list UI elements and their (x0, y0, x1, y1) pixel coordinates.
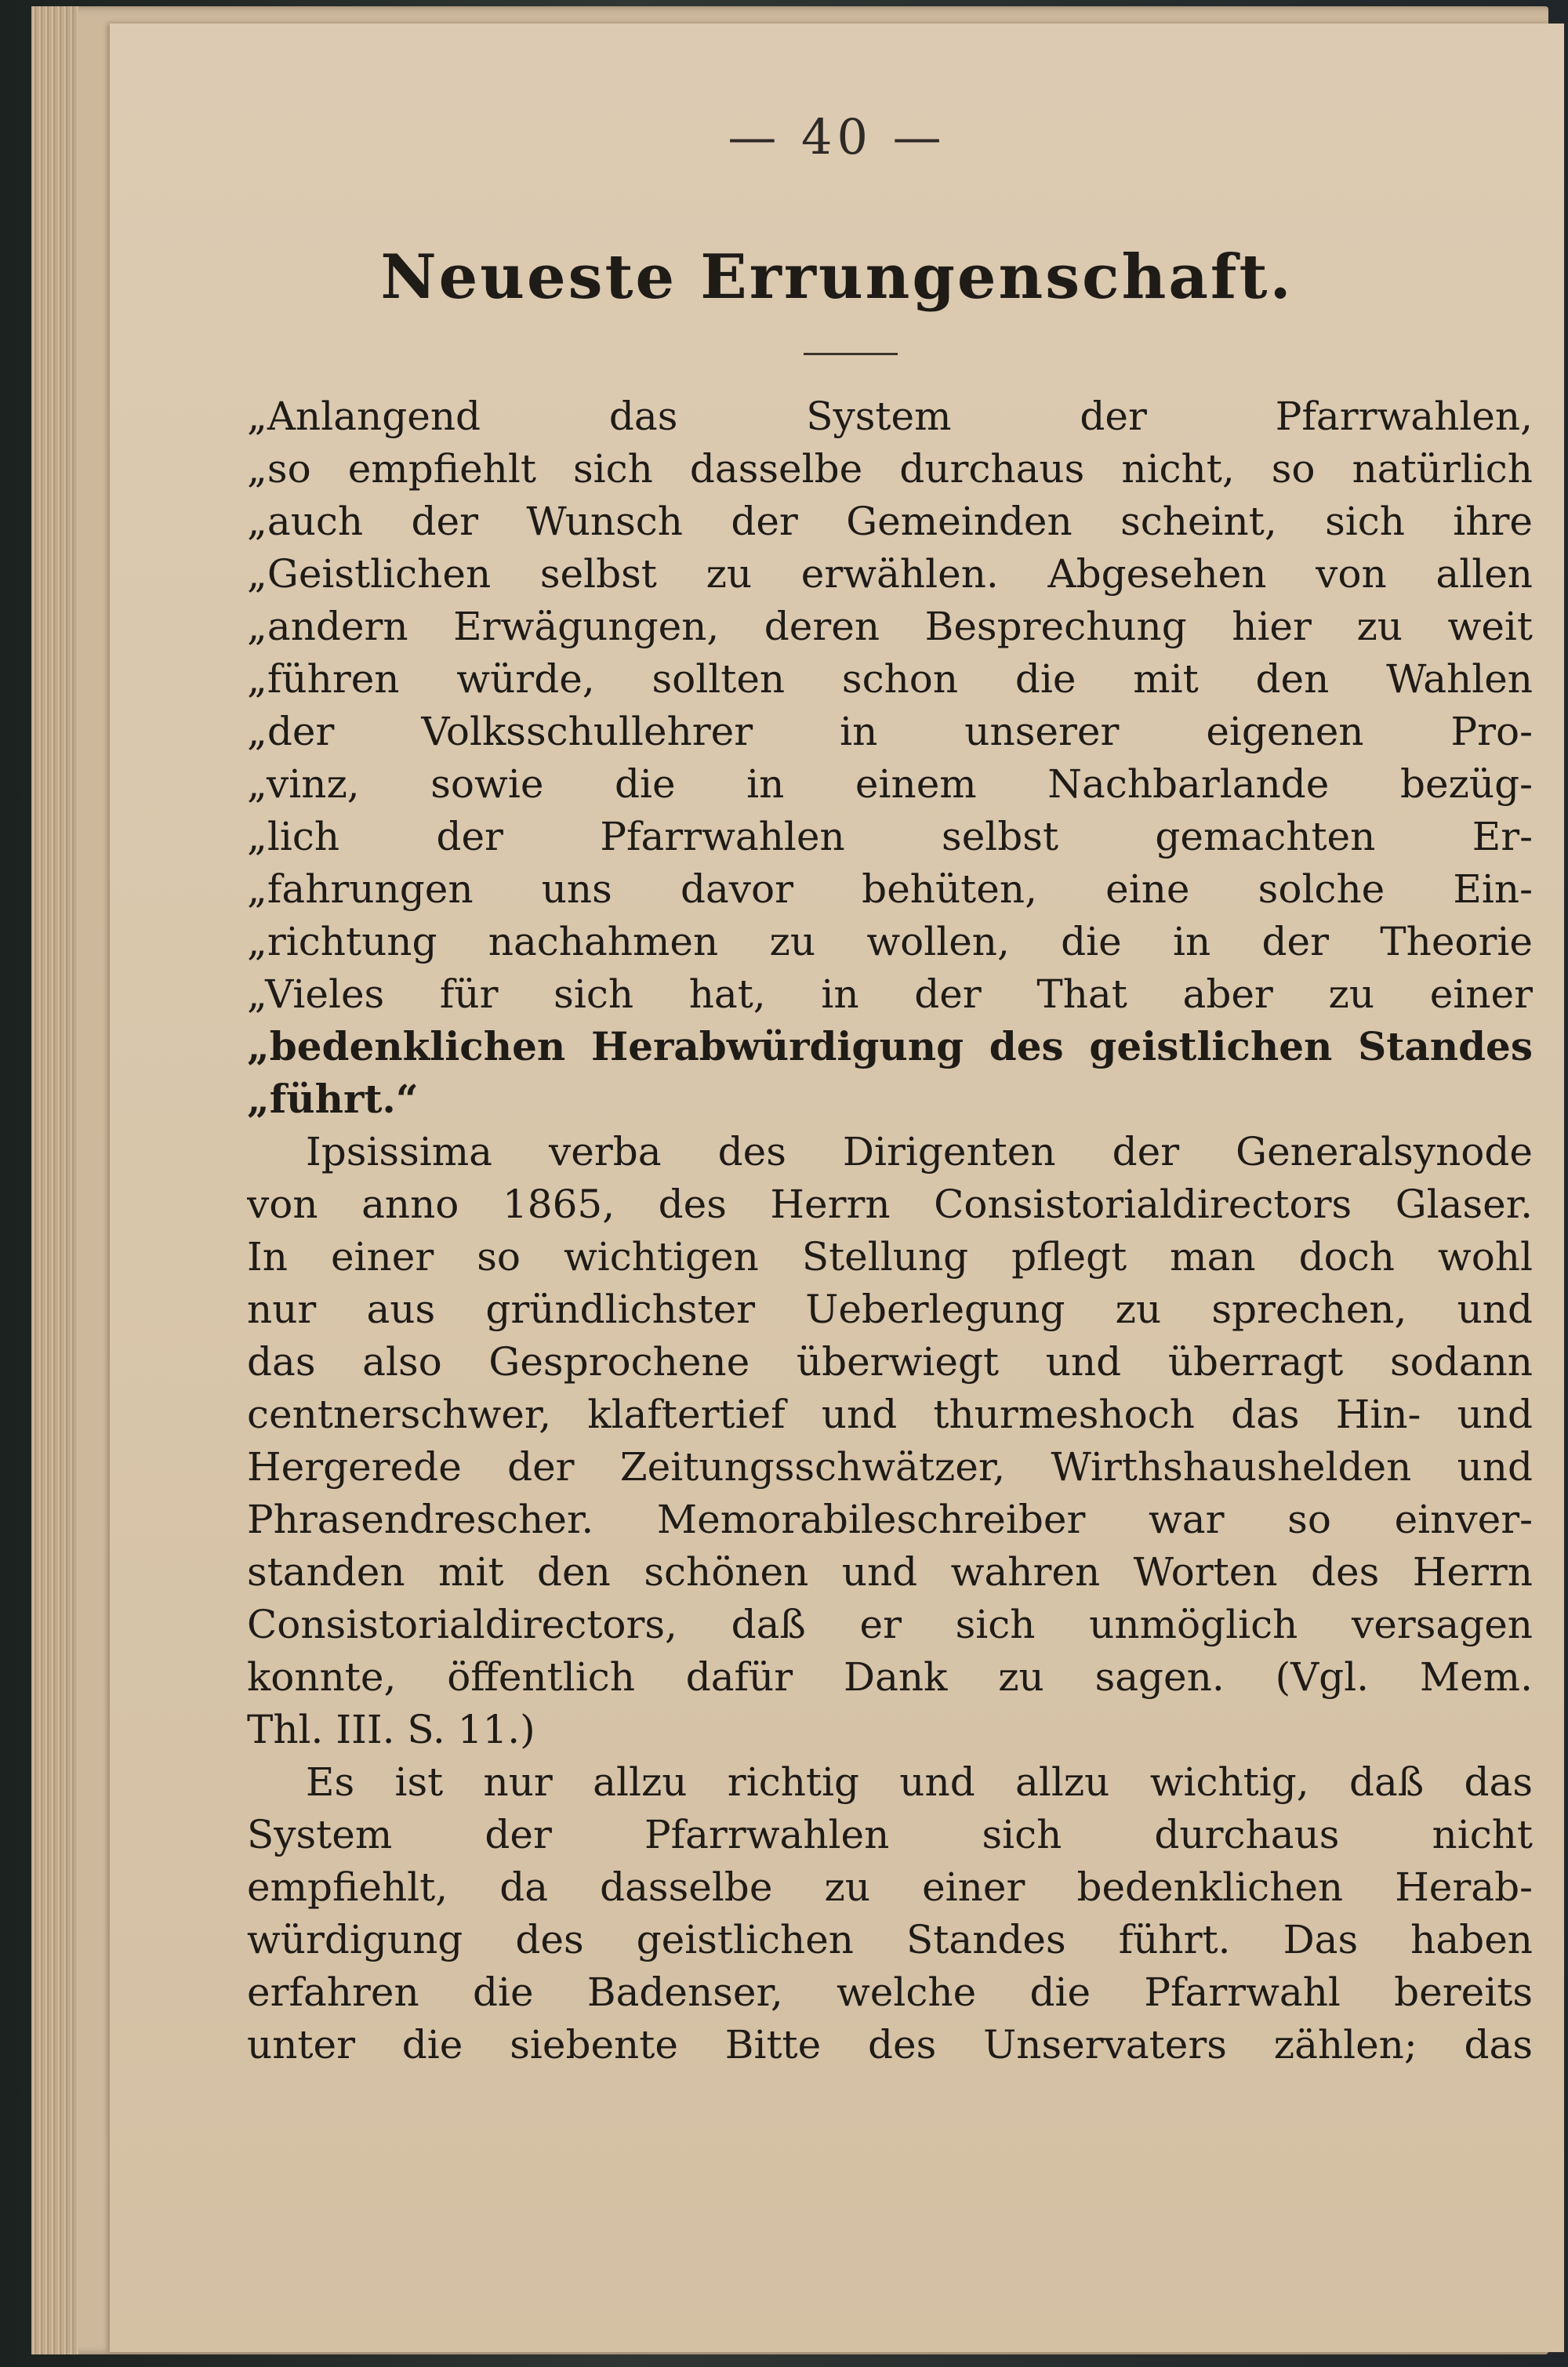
text-line: Phrasendrescher. Memorabileschreiber war so einver- (247, 1497, 1533, 1542)
text-line: erfahren die Badenser, welche die Pfarrwahl bereits (247, 1969, 1533, 2015)
text-line: Thl. III. S. 11.) (247, 1707, 535, 1752)
text-line: „der Volksschullehrer in unserer eigenen Pro- (247, 709, 1533, 754)
text-line: unter die siebente Bitte des Unservaters zählen; das (247, 2022, 1533, 2067)
text-line: „auch der Wunsch der Gemeinden scheint, sich ihre (247, 499, 1533, 544)
text-line: „führt.“ (247, 1076, 419, 1122)
text-line: Hergerede der Zeitungsschwätzer, Wirthshaushelden und (247, 1444, 1533, 1490)
title-rule (804, 353, 898, 355)
text-line: „so empfiehlt sich dasselbe durchaus nicht, so natürlich (247, 446, 1533, 492)
text-line: „fahrungen uns davor behüten, eine solche Ein- (247, 866, 1533, 912)
text-line: „Anlangend das System der Pfarrwahlen, (247, 394, 1533, 439)
text-line: System der Pfarrwahlen sich durchaus nicht (247, 1812, 1533, 1857)
text-line: standen mit den schönen und wahren Worten des Herrn (247, 1549, 1533, 1595)
text-line: centnerschwer, klaftertief und thurmeshoch das Hin- und (247, 1392, 1533, 1437)
text-line: „Vieles für sich hat, in der That aber zu einer (247, 971, 1533, 1017)
text-line: „richtung nachahmen zu wollen, die in der Theorie (247, 919, 1533, 964)
text-line: „Geistlichen selbst zu erwählen. Abgesehen von allen (247, 551, 1533, 597)
text-line: empfiehlt, da dasselbe zu einer bedenklichen Herab- (247, 1864, 1533, 1910)
text-line: „bedenklichen Herabwürdigung des geistlichen Standes (247, 1023, 1533, 1069)
text-line: „führen würde, sollten schon die mit den Wahlen (247, 656, 1533, 702)
page-stack (31, 6, 1548, 2354)
text-line: In einer so wichtigen Stellung pflegt man doch wohl (247, 1234, 1533, 1280)
text-line: von anno 1865, des Herrn Consistorialdirectors Glaser. (247, 1182, 1533, 1227)
text-line: „vinz, sowie die in einem Nachbarlande bezüg- (247, 761, 1533, 807)
book-page (110, 24, 1564, 2352)
text-line: Ipsissima verba des Dirigenten der Generalsynode (306, 1129, 1533, 1174)
text-line: würdigung des geistlichen Standes führt. Das haben (247, 1917, 1533, 1962)
text-line: das also Gesprochene überwiegt und überragt sodann (247, 1339, 1533, 1385)
text-line: nur aus gründlichster Ueberlegung zu sprechen, und (247, 1287, 1533, 1332)
text-line: konnte, öffentlich dafür Dank zu sagen. (Vgl. Mem. (247, 1654, 1533, 1700)
text-line: „andern Erwägungen, deren Besprechung hier zu weit (247, 604, 1533, 649)
text-line: Es ist nur allzu richtig und allzu wichtig, daß das (306, 1759, 1533, 1805)
text-line: Consistorialdirectors, daß er sich unmöglich versagen (247, 1602, 1533, 1647)
page-number: — 40 — (728, 108, 946, 165)
text-line: „lich der Pfarrwahlen selbst gemachten Er- (247, 814, 1533, 859)
chapter-title: Neueste Errungenschaft. (380, 241, 1294, 313)
